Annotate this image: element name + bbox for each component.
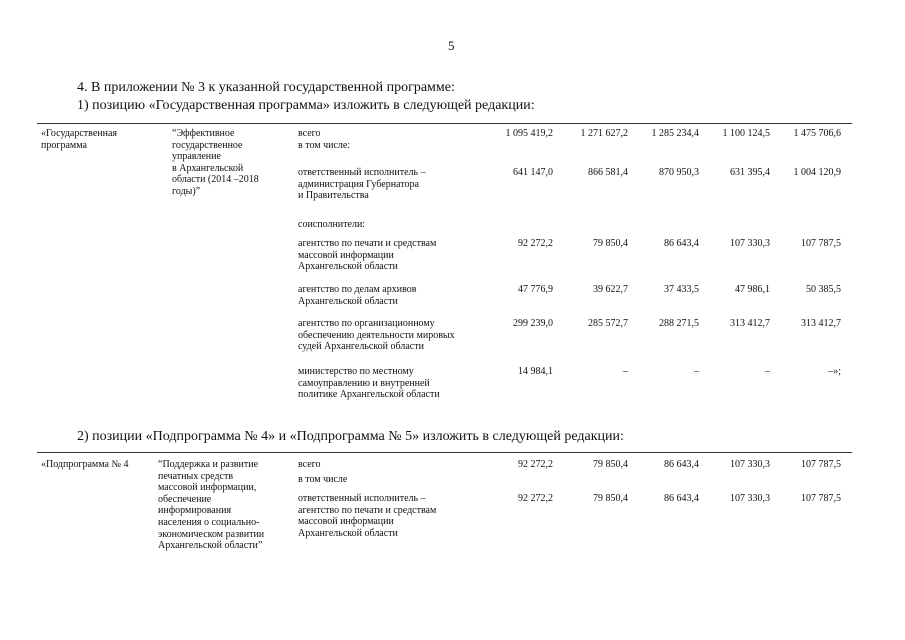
table-1-value: 37 433,5 [664, 284, 699, 295]
section-heading: 4. В приложении № 3 к указанной государственной программе: [77, 80, 455, 95]
table-1-value: – [694, 366, 699, 377]
table-2-value: 107 787,5 [801, 493, 841, 504]
table-1-value: 50 385,5 [806, 284, 841, 295]
table-2-value: 79 850,4 [593, 459, 628, 470]
table-1-row-label: агентство по организационному обеспечению деятельности мировых судей Архангельской области [298, 318, 455, 353]
item-1-heading: 1) позицию «Государственная программа» изложить в следующей редакции: [77, 98, 535, 113]
table-2-value: 86 643,4 [664, 459, 699, 470]
item-2-heading: 2) позиции «Подпрограмма № 4» и «Подпрограмма № 5» изложить в следующей редакции: [77, 429, 624, 444]
page-number: 5 [448, 38, 455, 53]
table-1-value: 107 330,3 [730, 238, 770, 249]
table-1-value: 870 950,3 [659, 167, 699, 178]
table-1-value: 288 271,5 [659, 318, 699, 329]
table-2-top-rule [37, 452, 852, 453]
table-2-row-label: ответственный исполнитель – агентство по печати и средствам массовой информации Архангельской области [298, 493, 437, 539]
table-1-row-label: ответственный исполнитель – администрация Губернатора и Правительства [298, 167, 426, 202]
table-2-value: 92 272,2 [518, 459, 553, 470]
table-1-value: 86 643,4 [664, 238, 699, 249]
table-1-value: 1 271 627,2 [580, 128, 628, 139]
table-1-value: 299 239,0 [513, 318, 553, 329]
table-2-program-type: «Подпрограмма № 4 [41, 459, 129, 470]
table-2-value: 86 643,4 [664, 493, 699, 504]
table-1-value: 866 581,4 [588, 167, 628, 178]
table-2-program-name: “Поддержка и развитие печатных средств массовой информации, обеспечение информирования населения о социально- экономическом развитии Архангельской области” [158, 459, 265, 552]
table-1-top-rule [37, 123, 852, 124]
table-1-value: – [765, 366, 770, 377]
table-2-value: 107 787,5 [801, 459, 841, 470]
table-1-value: 107 787,5 [801, 238, 841, 249]
table-1-value: 641 147,0 [513, 167, 553, 178]
table-1-value: 1 095 419,2 [505, 128, 553, 139]
table-2-value: 92 272,2 [518, 493, 553, 504]
table-1-value: 79 850,4 [593, 238, 628, 249]
table-1-row-label: агентство по печати и средствам массовой информации Архангельской области [298, 238, 437, 273]
table-1-program-name: “Эффективное государственное управление в Архангельской области (2014 –2018 годы)” [172, 128, 259, 197]
table-2-row-label: всего в том числе [298, 459, 348, 485]
table-1-value: 92 272,2 [518, 238, 553, 249]
table-1-row-label: агентство по делам архивов Архангельской области [298, 284, 417, 307]
table-1-value: 47 986,1 [735, 284, 770, 295]
table-1-value: –»; [828, 366, 841, 377]
table-2-value: 107 330,3 [730, 459, 770, 470]
table-1-row-label: министерство по местному самоуправлению и внутренней политике Архангельской области [298, 366, 440, 401]
table-1-program-type: «Государственная программа [41, 128, 118, 151]
table-1-row-label: всего в том числе: [298, 128, 351, 151]
table-1-value: 285 572,7 [588, 318, 628, 329]
table-1-value: 1 475 706,6 [793, 128, 841, 139]
table-1-value: 631 395,4 [730, 167, 770, 178]
table-1-value: 313 412,7 [730, 318, 770, 329]
table-1-value: 1 004 120,9 [793, 167, 841, 178]
table-1-value: 313 412,7 [801, 318, 841, 329]
table-1-value: 1 285 234,4 [651, 128, 699, 139]
table-1-value: – [623, 366, 628, 377]
table-2-value: 79 850,4 [593, 493, 628, 504]
table-1-value: 47 776,9 [518, 284, 553, 295]
table-2-value: 107 330,3 [730, 493, 770, 504]
table-1-value: 39 622,7 [593, 284, 628, 295]
table-1-row-label: соисполнители: [298, 219, 366, 230]
table-1-value: 1 100 124,5 [722, 128, 770, 139]
table-1-value: 14 984,1 [518, 366, 553, 377]
